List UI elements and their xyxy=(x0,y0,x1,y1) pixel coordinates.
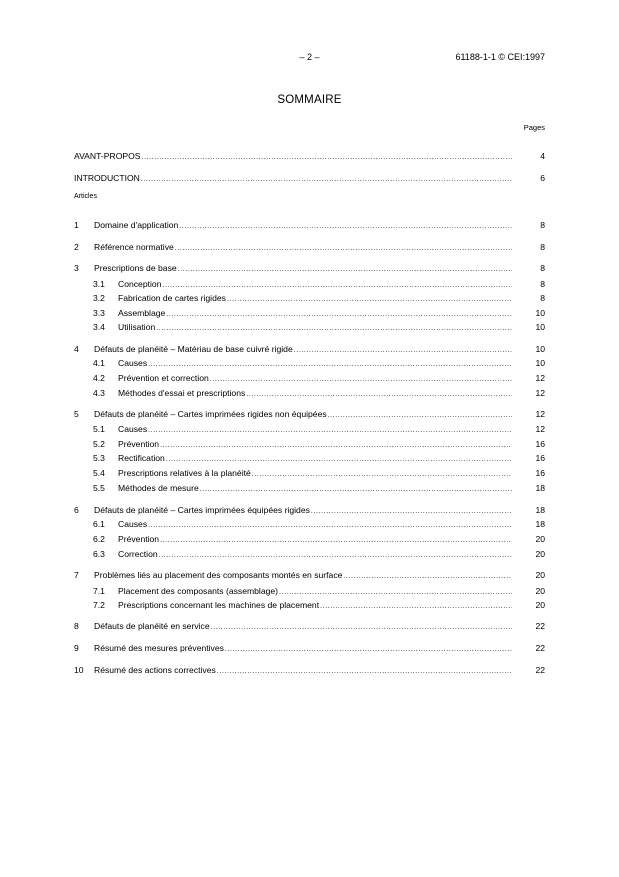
toc-entry[interactable] xyxy=(74,278,545,290)
toc-entry[interactable] xyxy=(74,452,545,464)
page-number: – 2 – xyxy=(299,52,320,62)
toc-dot-leader xyxy=(179,221,512,233)
toc-dot-leader xyxy=(211,622,512,634)
toc-entry-label: Défauts de planéité – Cartes imprimées équipées rigides xyxy=(94,505,310,515)
toc-entry[interactable] xyxy=(74,599,545,611)
toc-entry-page: 12 xyxy=(535,409,545,419)
toc-entry-number: 9 xyxy=(74,643,79,653)
toc-entry[interactable] xyxy=(74,241,545,253)
toc-entry[interactable] xyxy=(74,504,545,516)
toc-dot-leader xyxy=(141,174,512,186)
toc-entry-label: Prescriptions relatives à la planéité xyxy=(118,468,251,478)
toc-entry[interactable] xyxy=(74,482,545,494)
toc-entry-label: Prévention et correction xyxy=(118,373,209,383)
toc-entry-page: 8 xyxy=(540,263,545,273)
toc-entry-page: 10 xyxy=(535,322,545,332)
toc-entry-label: Conception xyxy=(118,279,162,289)
page-title: SOMMAIRE xyxy=(277,94,342,106)
toc-entry-page: 10 xyxy=(535,308,545,318)
toc-entry-page: 20 xyxy=(535,549,545,559)
toc-entry-number: 1 xyxy=(74,220,79,230)
toc-dot-leader xyxy=(246,389,512,401)
toc-entry-number: 4.1 xyxy=(93,358,105,368)
articles-label: Articles xyxy=(74,193,97,200)
toc-entry-number: 10 xyxy=(74,665,84,675)
toc-dot-leader xyxy=(252,469,512,481)
toc-entry-label: Prévention xyxy=(118,534,160,544)
toc-entry[interactable] xyxy=(74,642,545,654)
toc-entry-label: Prescriptions concernant les machines de placement xyxy=(118,600,320,610)
toc-entry-page: 20 xyxy=(535,600,545,610)
toc-entry-number: 8 xyxy=(74,621,79,631)
toc-entry-label: Défauts de planéité en service xyxy=(94,621,210,631)
toc-entry-label: Défauts de planéité – Matériau de base cuivré rigide xyxy=(94,344,293,354)
toc-entry[interactable] xyxy=(74,219,545,231)
toc-entry-label: Défauts de planéité – Cartes imprimées rigides non équipées xyxy=(94,409,327,419)
toc-entry[interactable] xyxy=(74,172,545,184)
toc-entry-number: 7.1 xyxy=(93,586,105,596)
toc-entry-number: 3.1 xyxy=(93,279,105,289)
toc-entry[interactable] xyxy=(74,357,545,369)
toc-entry-label: Référence normative xyxy=(94,242,174,252)
toc-entry[interactable] xyxy=(74,408,545,420)
toc-entry-number: 6.2 xyxy=(93,534,105,544)
toc-entry-number: 4 xyxy=(74,344,79,354)
toc-dot-leader xyxy=(227,294,512,306)
toc-entry-label: Méthodes d'essai et prescriptions xyxy=(118,388,246,398)
toc-entry-page: 16 xyxy=(535,439,545,449)
toc-entry[interactable] xyxy=(74,150,545,162)
toc-entry-page: 22 xyxy=(535,643,545,653)
toc-entry-page: 6 xyxy=(540,173,545,183)
toc-entry[interactable] xyxy=(74,438,545,450)
toc-entry-number: 5.3 xyxy=(93,453,105,463)
toc-entry-label: Résumé des actions correctives xyxy=(94,665,216,675)
toc-entry[interactable] xyxy=(74,664,545,676)
toc-entry-label: Problèmes liés au placement des composants montés en surface xyxy=(94,570,343,580)
toc-entry-page: 22 xyxy=(535,665,545,675)
toc-entry-page: 8 xyxy=(540,220,545,230)
toc-entry-page: 12 xyxy=(535,424,545,434)
toc-entry[interactable] xyxy=(74,292,545,304)
toc-dot-leader xyxy=(142,152,512,164)
toc-entry[interactable] xyxy=(74,620,545,632)
toc-dot-leader xyxy=(159,550,512,562)
toc-entry-page: 22 xyxy=(535,621,545,631)
toc-entry-page: 12 xyxy=(535,373,545,383)
toc-entry-page: 20 xyxy=(535,534,545,544)
toc-dot-leader xyxy=(148,425,512,437)
toc-entry[interactable] xyxy=(74,585,545,597)
toc-entry-number: 4.2 xyxy=(93,373,105,383)
toc-dot-leader xyxy=(225,644,512,656)
toc-dot-leader xyxy=(166,454,512,466)
toc-entry-page: 12 xyxy=(535,388,545,398)
toc-entry[interactable] xyxy=(74,533,545,545)
toc-entry-label: Utilisation xyxy=(118,322,156,332)
toc-entry-number: 4.3 xyxy=(93,388,105,398)
toc-entry-page: 18 xyxy=(535,505,545,515)
toc-entry-page: 8 xyxy=(540,279,545,289)
toc-entry[interactable] xyxy=(74,518,545,530)
toc-entry[interactable] xyxy=(74,387,545,399)
toc-entry-number: 3.4 xyxy=(93,322,105,332)
toc-entry-page: 20 xyxy=(535,570,545,580)
toc-entry[interactable] xyxy=(74,372,545,384)
toc-dot-leader xyxy=(166,309,512,321)
toc-dot-leader xyxy=(148,520,512,532)
toc-entry[interactable] xyxy=(74,548,545,560)
toc-entry-label: Fabrication de cartes rigides xyxy=(118,293,226,303)
toc-entry-number: 5.2 xyxy=(93,439,105,449)
toc-dot-leader xyxy=(311,506,512,518)
toc-dot-leader xyxy=(279,587,512,599)
toc-entry-page: 16 xyxy=(535,468,545,478)
toc-entry-label: Causes xyxy=(118,358,148,368)
toc-entry-number: 5.5 xyxy=(93,483,105,493)
toc-entry-number: 5.1 xyxy=(93,424,105,434)
toc-entry-page: 16 xyxy=(535,453,545,463)
toc-entry-label: Causes xyxy=(118,519,148,529)
toc-entry-number: 6.1 xyxy=(93,519,105,529)
toc-entry-page: 18 xyxy=(535,483,545,493)
toc-entry-label: Rectification xyxy=(118,453,165,463)
toc-entry-number: 6 xyxy=(74,505,79,515)
toc-entry-page: 20 xyxy=(535,586,545,596)
toc-dot-leader xyxy=(156,323,512,335)
toc-entry-number: 3.3 xyxy=(93,308,105,318)
toc-dot-leader xyxy=(160,440,512,452)
toc-entry-page: 10 xyxy=(535,358,545,368)
toc-entry[interactable] xyxy=(74,467,545,479)
toc-entry-label: Assemblage xyxy=(118,308,166,318)
toc-dot-leader xyxy=(320,601,512,613)
toc-entry-number: 6.3 xyxy=(93,549,105,559)
toc-entry-label: Prescriptions de base xyxy=(94,263,177,273)
toc-entry-label: Correction xyxy=(118,549,158,559)
toc-dot-leader xyxy=(294,345,512,357)
toc-dot-leader xyxy=(178,264,512,276)
toc-entry-label: Domaine d'application xyxy=(94,220,179,230)
toc-dot-leader xyxy=(160,535,512,547)
toc-entry[interactable] xyxy=(74,307,545,319)
toc-entry-page: 4 xyxy=(540,151,545,161)
toc-entry-page: 8 xyxy=(540,293,545,303)
toc-entry-number: 7 xyxy=(74,570,79,580)
toc-entry-label: Méthodes de mesure xyxy=(118,483,199,493)
toc-entry-label: Prévention xyxy=(118,439,160,449)
toc-entry-page: 8 xyxy=(540,242,545,252)
toc-dot-leader xyxy=(328,410,512,422)
document-reference: 61188-1-1 © CEI:1997 xyxy=(455,52,545,62)
toc-entry[interactable] xyxy=(74,321,545,333)
toc-entry-label: Causes xyxy=(118,424,148,434)
toc-entry[interactable] xyxy=(74,569,545,581)
toc-dot-leader xyxy=(200,484,512,496)
toc-entry-label: Résumé des mesures préventives xyxy=(94,643,224,653)
toc-entry[interactable] xyxy=(74,423,545,435)
toc-dot-leader xyxy=(217,666,512,678)
toc-entry-label: Placement des composants (assemblage) xyxy=(118,586,279,596)
toc-entry-label: INTRODUCTION xyxy=(74,173,140,183)
toc-entry-number: 3 xyxy=(74,263,79,273)
pages-column-label: Pages xyxy=(523,123,545,132)
toc-entry-label: AVANT-PROPOS xyxy=(74,151,141,161)
toc-dot-leader xyxy=(148,359,512,371)
toc-entry-number: 2 xyxy=(74,242,79,252)
toc-entry-page: 18 xyxy=(535,519,545,529)
toc-entry-number: 5 xyxy=(74,409,79,419)
toc-entry-number: 5.4 xyxy=(93,468,105,478)
toc-entry[interactable] xyxy=(74,262,545,274)
toc-dot-leader xyxy=(175,243,512,255)
toc-dot-leader xyxy=(343,571,512,583)
toc-entry[interactable] xyxy=(74,343,545,355)
toc-entry-page: 10 xyxy=(535,344,545,354)
toc-dot-leader xyxy=(162,280,512,292)
toc-entry-number: 3.2 xyxy=(93,293,105,303)
toc-dot-leader xyxy=(210,374,512,386)
toc-entry-number: 7.2 xyxy=(93,600,105,610)
